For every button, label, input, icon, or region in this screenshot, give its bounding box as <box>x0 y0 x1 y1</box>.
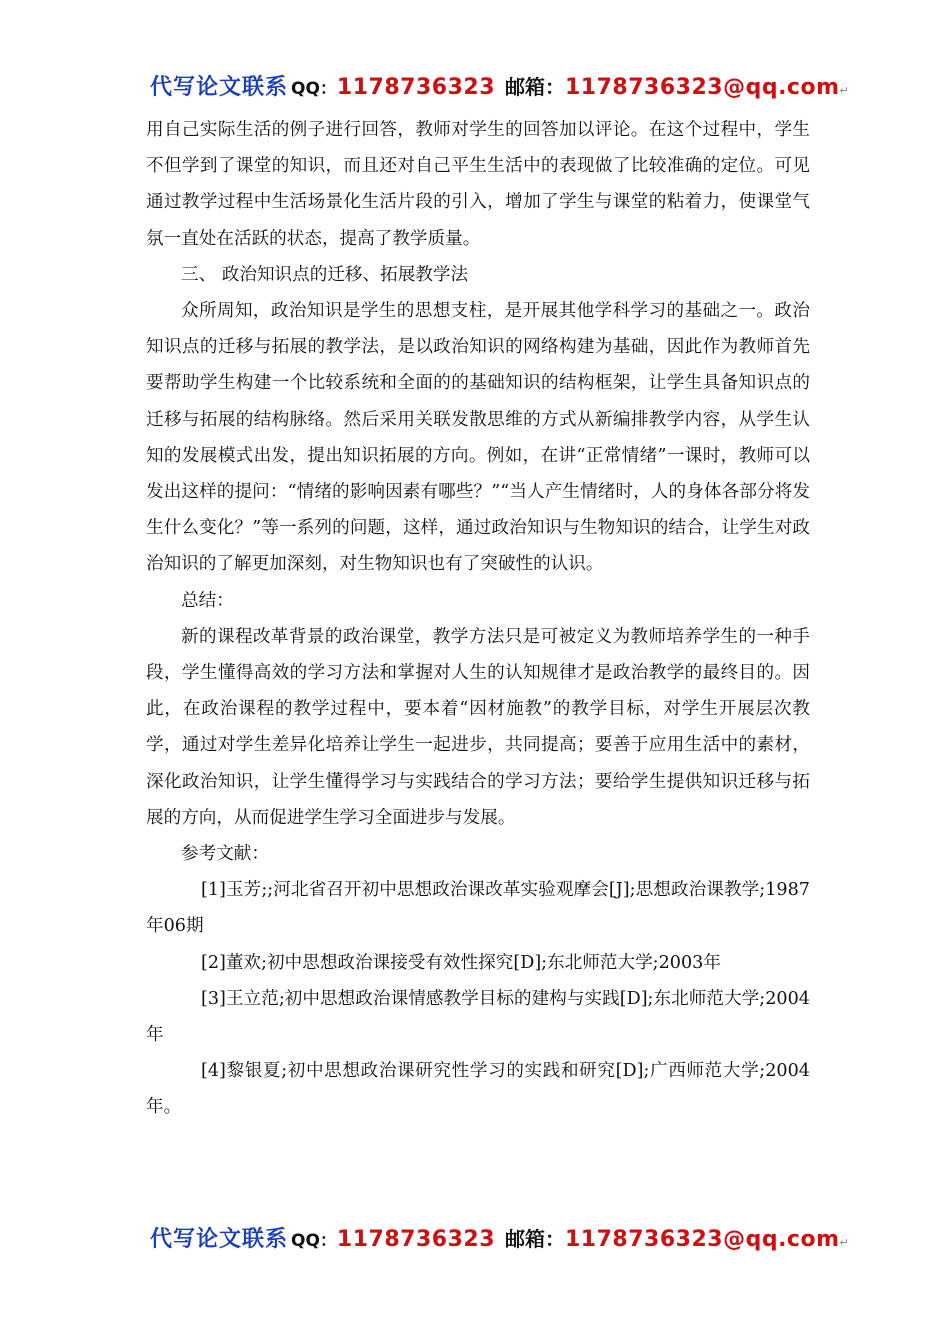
contact-banner-top <box>150 70 850 104</box>
document-body <box>146 112 810 1126</box>
banner-email-address: 1178736323@qq.com <box>565 1227 840 1252</box>
banner-qq-number: 1178736323 <box>336 1227 495 1252</box>
reference-item: [3]王立范;初中思想政治课情感教学目标的建构与实践[D];东北师范大学;2004年 <box>146 988 810 1046</box>
banner-service-name: 代写论文联系 <box>150 1227 289 1252</box>
section-heading-3: 三、 政治知识点的迁移、拓展教学法 <box>181 264 469 285</box>
paragraph-mark-icon: ↵ <box>839 84 849 97</box>
banner-service-name: 代写论文联系 <box>150 75 289 100</box>
reference-item: [1]玉芳;;河北省召开初中思想政治课改革实验观摩会[J];思想政治课教学;1987年06期 <box>146 880 810 937</box>
banner-email-address: 1178736323@qq.com <box>565 75 840 100</box>
summary-heading: 总结： <box>181 590 234 611</box>
banner-qq-number: 1178736323 <box>336 75 495 100</box>
paragraph-mark-icon: ↵ <box>839 1236 849 1249</box>
references-heading: 参考文献： <box>181 844 269 865</box>
banner-qq-label: QQ： <box>291 79 337 99</box>
banner-qq-label: QQ： <box>291 1231 337 1251</box>
banner-email-label: 邮箱： <box>505 1227 565 1251</box>
reference-item: [4]黎银夏;初中思想政治课研究性学习的实践和研究[D];广西师范大学;2004年。 <box>146 1061 810 1118</box>
reference-item: [2]董欢;初中思想政治课接受有效性探究[D];东北师范大学;2003年 <box>201 952 721 973</box>
paragraph-summary: 新的课程改革背景的政治课堂，教学方法只是可被定义为教师培养学生的一种手段，学生懂得高效的学习方法和掌握对人生的认知规律才是政治教学的最终目的。因此，在政治课程的教学过程中，要本着“因材施教”的教学目标，对学生开展层次教学，通过对学生差异化培养让学生一起进步，共同提高；要善于应用生活中的素材，深化政治知识，让学生懂得学习与实践结合的学习方法；要给学生提供知识迁移与拓展的方向，从而促进学生学习全面进步与发展。 <box>146 626 810 828</box>
paragraph-continued: 用自己实际生活的例子进行回答，教师对学生的回答加以评论。在这个过程中，学生不但学到了课堂的知识，而且还对自己平生生活中的表现做了比较准确的定位。可见通过教学过程中生活场景化生活片段的引入，增加了学生与课堂的粘着力，使课堂气氛一直处在活跃的状态，提高了教学质量。 <box>146 120 810 249</box>
contact-banner-bottom <box>150 1222 850 1256</box>
paragraph-knowledge-transfer: 众所周知，政治知识是学生的思想支柱，是开展其他学科学习的基础之一。政治知识点的迁移与拓展的教学法，是以政治知识的网络构建为基础，因此作为教师首先要帮助学生构建一个比较系统和全面的的基础知识的结构框架，让学生具备知识点的迁移与拓展的结构脉络。然后采用关联发散思维的方式从新编排教学内容，从学生认知的发展模式出发，提出知识拓展的方向。例如，在讲“正常情绪”一课时，教师可以发出这样的提问：“情绪的影响因素有哪些？”“当人产生情绪时，人的身体各部分将发生什么变化？”等一系列的问题，这样，通过政治知识与生物知识的结合，让学生对政治知识的了解更加深刻，对生物知识也有了突破性的认识。 <box>146 301 810 575</box>
banner-email-label: 邮箱： <box>505 75 565 99</box>
